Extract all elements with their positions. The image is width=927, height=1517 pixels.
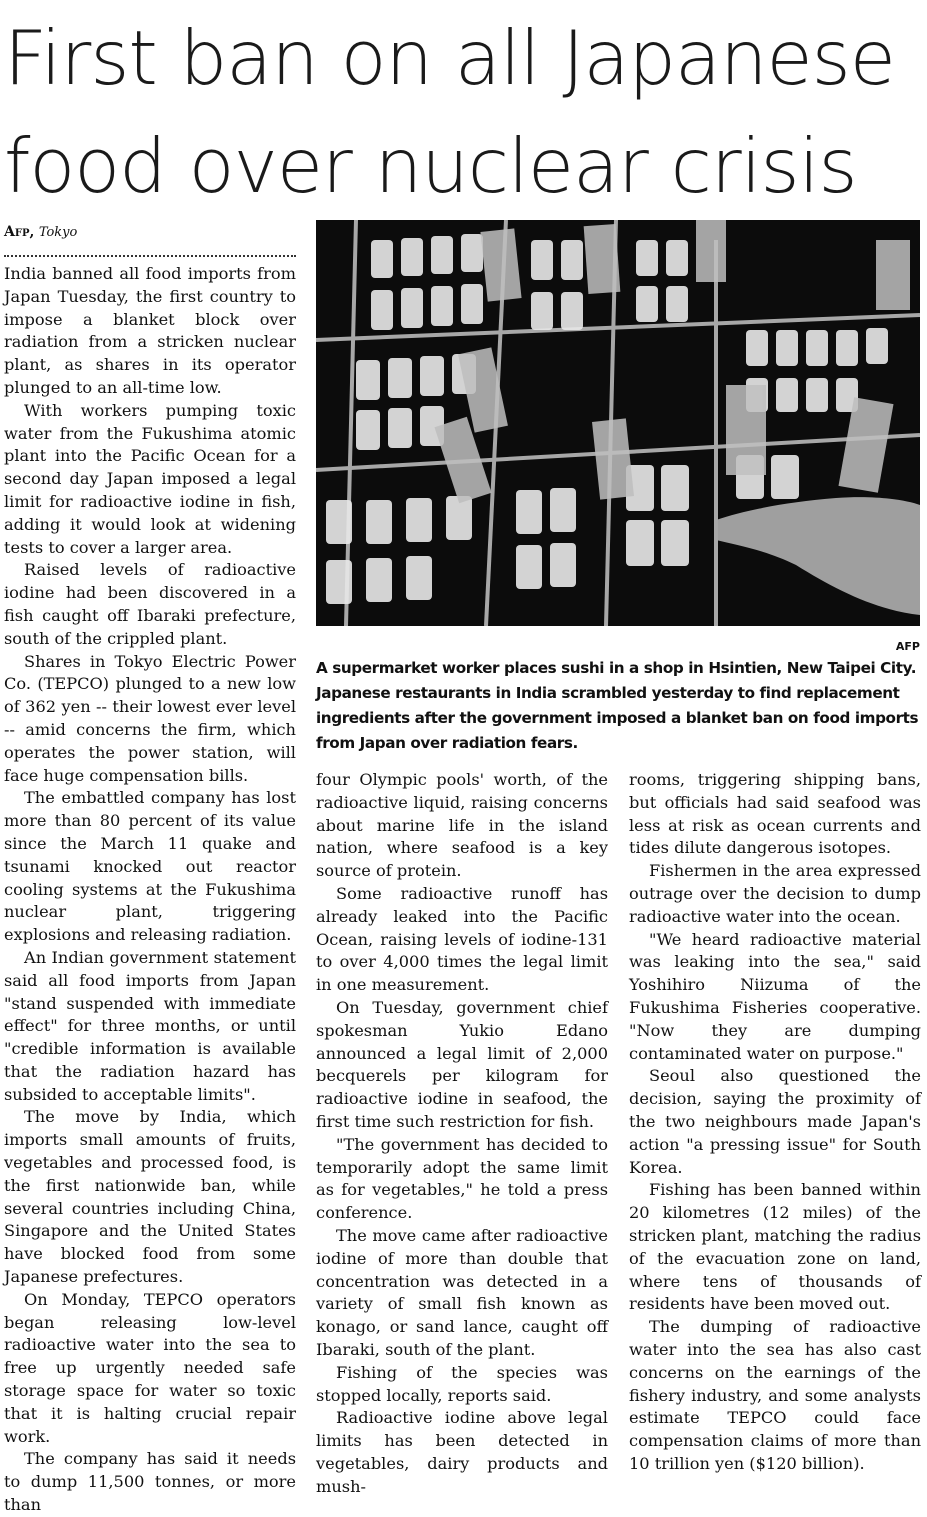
paragraph: "We heard radioactive material was leaking into the sea," said Yoshihiro Niizuma of the Fukushima Fisheries cooperative. "Now they are dumping contaminated water on purpose."	[629, 929, 921, 1063]
paragraph: Fishermen in the area expressed outrage over the decision to dump radioactive water into the ocean.	[629, 861, 921, 926]
sushi-counter-photo-icon	[316, 220, 920, 626]
paragraph: Shares in Tokyo Electric Power Co. (TEPCO) plunged to a new low of 362 yen -- their lowest ever level -- amid concerns the firm, which operates the power station, will face huge compensation bills.	[4, 651, 296, 785]
paragraph: The dumping of radioactive water into the sea has also cast concerns on the earnings of the fishery industry, and some analysts estimate TEPCO could face compensation claims of more than 10 trillion yen ($120 billion).	[629, 1317, 921, 1473]
paragraph: Fishing of the species was stopped locally, reports said.	[316, 1362, 608, 1405]
paragraph: The move by India, which imports small amounts of fruits, vegetables and processed food, is the first nationwide ban, while several countries including China, Singapore and the United States have blocked food from some Japanese prefectures.	[4, 1107, 296, 1287]
paragraph: On Tuesday, government chief spokesman Yukio Edano announced a legal limit of 2,000 becquerels per kilogram for radioactive iodine in seafood, the first time such restriction for fish.	[316, 997, 608, 1131]
article-column-1	[4, 263, 296, 1517]
paragraph: On Monday, TEPCO operators began releasing low-level radioactive water into the sea to free up urgently needed safe storage space for water so toxic that it is halting crucial repair work.	[4, 1289, 296, 1446]
paragraph: An Indian government statement said all food imports from Japan "stand suspended with immediate effect" for three months, or until "credible information is available that the radiation hazard has subsided to acceptable limits".	[4, 947, 296, 1104]
paragraph: Raised levels of radioactive iodine had been discovered in a fish caught off Ibaraki prefecture, south of the crippled plant.	[4, 560, 296, 648]
headline	[4, 4, 924, 220]
paragraph: Radioactive iodine above legal limits has been detected in vegetables, dairy products and mush-	[316, 1408, 608, 1496]
paragraph: The company has said it needs to dump 11,500 tonnes, or more than	[4, 1449, 296, 1515]
paragraph: The embattled company has lost more than 80 percent of its value since the March 11 quake and tsunami knocked out reactor cooling systems at the Fukushima nuclear plant, triggering explosions and releasing radiation.	[4, 788, 296, 945]
photo-illustration	[316, 220, 920, 626]
byline-divider	[4, 255, 296, 257]
byline-agency: Afp,	[4, 224, 35, 240]
paragraph: India banned all food imports from Japan Tuesday, the first country to impose a blanket block over radiation from a stricken nuclear plant, as shares in its operator plunged to an all-time low.	[4, 264, 296, 397]
paragraph: With workers pumping toxic water from the Fukushima atomic plant into the Pacific Ocean for a second day Japan imposed a legal limit for radioactive iodine in fish, adding it would look at widening tests to cover a larger area.	[4, 400, 296, 557]
photo-caption: A supermarket worker places sushi in a shop in Hsintien, New Taipei City. Japanese restaurants in India scrambled yesterday to find replacement ingredients after the government imposed a blanket ban on food imports from Japan over radiation fears.	[316, 659, 919, 752]
headline-line-2: food over nuclear crisis	[4, 122, 857, 210]
article-column-2	[316, 769, 608, 1499]
photo-credit: AFP	[895, 640, 920, 653]
headline-line-1: First ban on all Japanese	[4, 14, 895, 102]
paragraph: "The government has decided to temporarily adopt the same limit as for vegetables," he told a press conference.	[316, 1134, 608, 1223]
paragraph: Fishing has been banned within 20 kilometres (12 miles) of the stricken plant, matching the radius of the evacuation zone on land, where tens of thousands of residents have been moved out.	[629, 1180, 921, 1314]
paragraph: four Olympic pools' worth, of the radioactive liquid, raising concerns about marine life in the island nation, where seafood is a key source of protein.	[316, 770, 608, 881]
article-column-3	[629, 769, 921, 1476]
paragraph: The move came after radioactive iodine of more than double that concentration was detected in a variety of small fish known as konago, or sand lance, caught off Ibaraki, south of the plant.	[316, 1225, 608, 1359]
paragraph: Some radioactive runoff has already leaked into the Pacific Ocean, raising levels of iodine-131 to over 4,000 times the legal limit in one measurement.	[316, 883, 608, 995]
paragraph: Seoul also questioned the decision, saying the proximity of the two neighbours made Japan's action "a pressing issue" for South Korea.	[629, 1066, 921, 1177]
byline	[4, 222, 296, 243]
paragraph: rooms, triggering shipping bans, but officials had said seafood was less at risk as ocean currents and tides dilute dangerous isotopes.	[629, 770, 921, 858]
byline-place: Tokyo	[38, 225, 78, 240]
